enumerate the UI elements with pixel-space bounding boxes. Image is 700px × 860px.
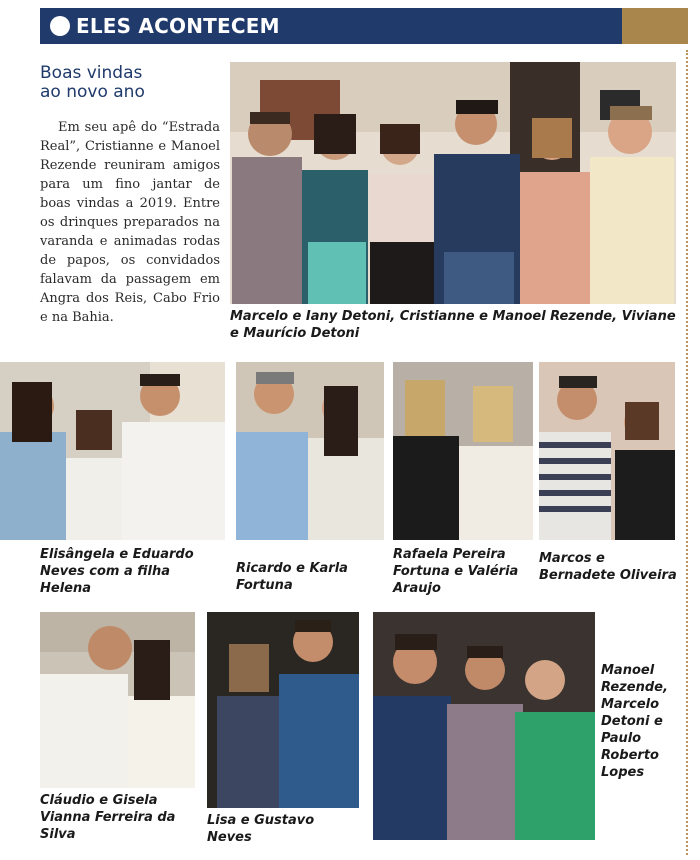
caption-main: Marcelo e Iany Detoni, Cristianne e Manoel Rezende, Viviane e Maurício Detoni <box>230 309 676 341</box>
header-accent <box>622 8 688 44</box>
bullet-icon <box>50 16 70 36</box>
caption-elisangela: Elisângela e Eduardo Neves com a filha Helena <box>40 547 194 596</box>
photo-main <box>230 62 676 304</box>
photo-manoel <box>373 612 595 840</box>
section-header <box>40 8 622 44</box>
caption-rafaela: Rafaela Pereira Fortuna e Valéria Araujo <box>393 547 519 596</box>
photo-claudio <box>40 612 195 788</box>
caption-marcos: Marcos e Bernadete Oliveira <box>539 551 677 583</box>
dotted-divider <box>686 50 688 855</box>
photo-rafaela <box>393 362 533 540</box>
article-headline: Boas vindas ao novo ano <box>40 63 145 102</box>
caption-ricardo: Ricardo e Karla Fortuna <box>236 561 348 593</box>
section-title: ELES ACONTECEM <box>76 14 280 38</box>
photo-elisangela <box>0 362 225 540</box>
caption-manoel: Manoel Rezende, Marcelo Detoni e Paulo Roberto Lopes <box>601 663 668 780</box>
photo-lisa <box>207 612 359 808</box>
photo-marcos <box>539 362 675 540</box>
caption-lisa: Lisa e Gustavo Neves <box>207 813 315 845</box>
article-body: Em seu apê do “Estrada Real”, Cristianne e Manoel Rezende reuniram amigos para um fino jantar de boas vindas a 2019. Entre os drinques preparados na varanda e animadas rodas de papos, os convidados falavam da passagem em Angra dos Reis, Cabo Frio e na Bahia. <box>40 120 220 325</box>
photo-ricardo <box>236 362 384 540</box>
caption-claudio: Cláudio e Gisela Vianna Ferreira da Silva <box>40 793 176 842</box>
